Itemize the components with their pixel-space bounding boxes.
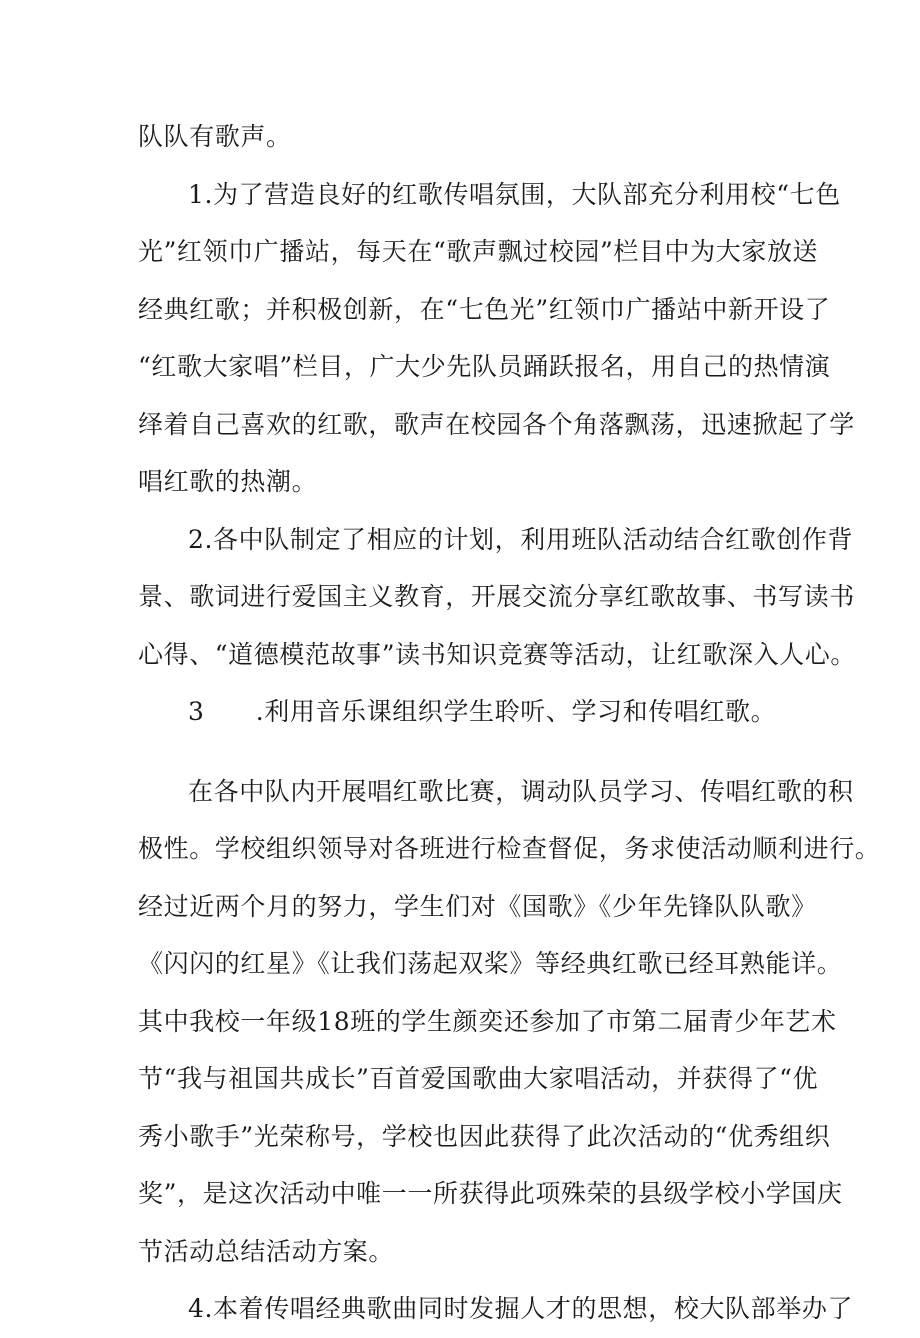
text-line: 极性。学校组织领导对各班进行检查督促，务求使活动顺利进行。 [138, 834, 881, 863]
text-line: 光”红领巾广播站，每天在“歌声飘过校园”栏目中为大家放送 [138, 237, 819, 266]
text-line: 2.各中队制定了相应的计划，利用班队活动结合红歌创作背 [188, 524, 854, 554]
text-line: 节“我与祖国共成长”百首爱国歌曲大家唱活动，并获得了“优 [138, 1064, 819, 1093]
text-line: 4.本着传唱经典歌曲同时发掘人才的思想，校大队部举办了 [188, 1294, 854, 1323]
text-line: 节活动总结活动方案。 [138, 1236, 395, 1266]
text-line: “红歌大家唱”栏目，广大少先队员踊跃报名，用自己的热情演 [138, 352, 831, 381]
text-line: 在各中队内开展唱红歌比赛，调动队员学习、传唱红歌的积 [188, 776, 854, 806]
text-line: 秀小歌手”光荣称号，学校也因此获得了此次活动的“优秀组织 [138, 1121, 831, 1151]
text-line: 《闪闪的红星》《让我们荡起双桨》等经典红歌已经耳熟能详。 [138, 949, 843, 978]
text-line: 队队有歌声。 [138, 122, 292, 151]
document-body [138, 108, 881, 1338]
text-line: 唱红歌的热潮。 [138, 467, 318, 496]
text-line: 经过近两个月的努力，学生们对《国歌》《少年先锋队队歌》 [138, 891, 817, 921]
text-line: 1.为了营造良好的红歌传唱氛围，大队部充分利用校“七色 [188, 179, 841, 209]
paragraph-gap [138, 741, 790, 763]
text-line: 奖”，是这次活动中唯一一所获得此项殊荣的县级学校小学国庆 [138, 1179, 843, 1208]
text-line: 其中我校一年级18班的学生颜奕还参加了市第二届青少年艺术 [138, 1006, 837, 1036]
text-line: 经典红歌；并积极创新，在“七色光”红领巾广播站中新开设了 [138, 294, 831, 324]
text-line: 景、歌词进行爱国主义教育，开展交流分享红歌故事、书写读书 [138, 582, 855, 611]
text-line: 绎着自己喜欢的红歌，歌声在校园各个角落飘荡，迅速掀起了学 [138, 409, 855, 439]
text-line: 3 .利用音乐课组织学生聆听、学习和传唱红歌。 [188, 697, 777, 726]
text-line: 心得、“道德模范故事”读书知识竞赛等活动，让红歌深入人心。 [138, 639, 856, 669]
